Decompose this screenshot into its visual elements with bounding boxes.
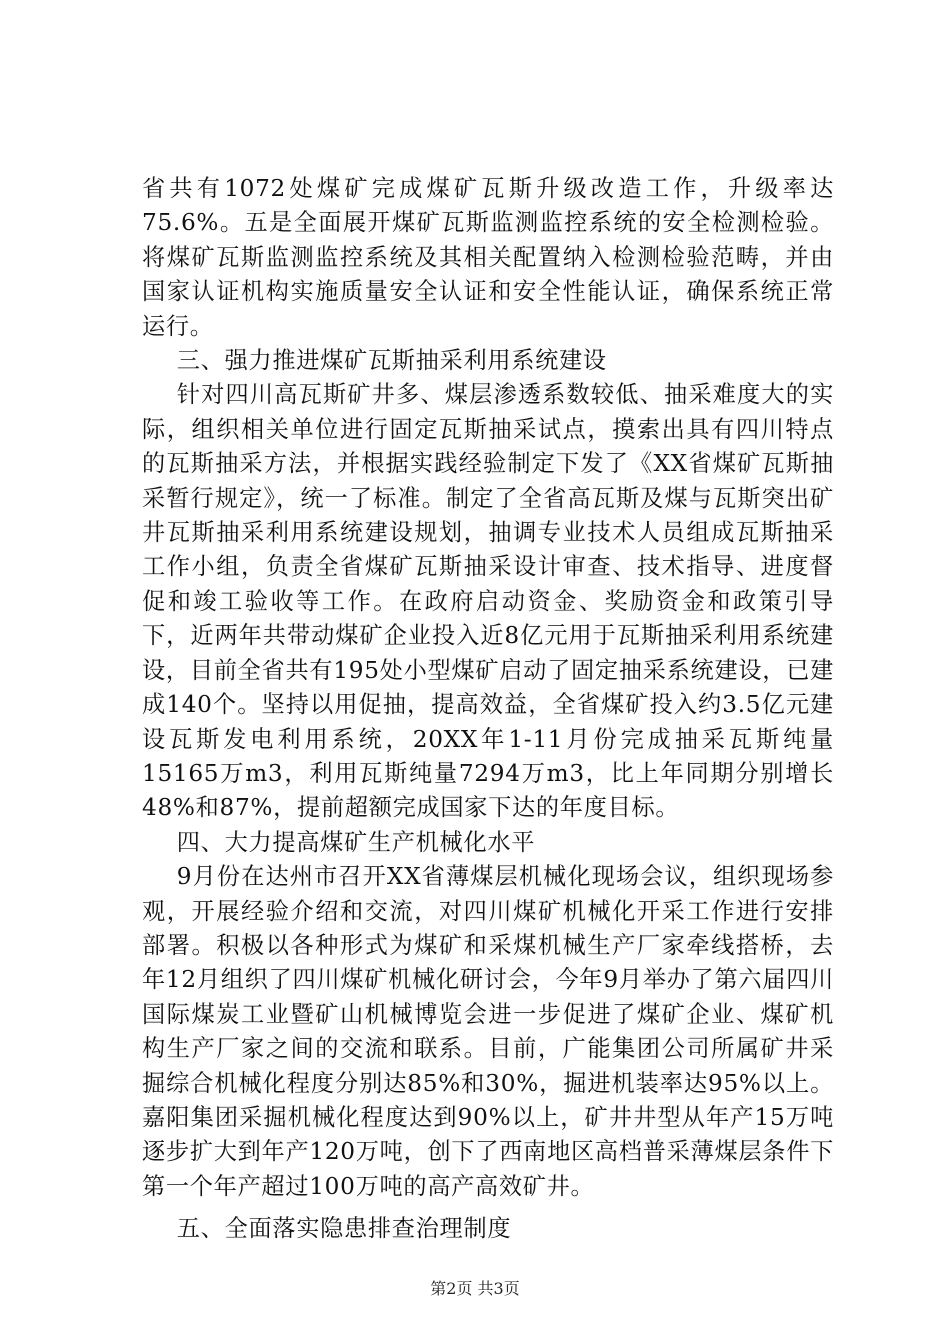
paragraph-continuation: 省共有1072处煤矿完成煤矿瓦斯升级改造工作，升级率达75.6%。五是全面展开煤矿瓦斯监测监控系统的安全检测检验。将煤矿瓦斯监测监控系统及其相关配置纳入检测检验范畴，并由国家认证机构实施质量安全认证和安全性能认证，确保系统正常运行。 xyxy=(142,175,834,340)
section-heading-5: 五、全面落实隐患排查治理制度 xyxy=(176,1215,512,1243)
document-body xyxy=(142,172,834,1247)
section-heading-4: 四、大力提高煤矿生产机械化水平 xyxy=(176,828,536,856)
paragraph-gas-extraction: 针对四川高瓦斯矿井多、煤层渗透系数较低、抽采难度大的实际，组织相关单位进行固定瓦斯抽采试点，摸索出具有四川特点的瓦斯抽采方法，并根据实践经验制定下发了《XX省煤矿瓦斯抽采暂行规定》，统一了标准。制定了全省高瓦斯及煤与瓦斯突出矿井瓦斯抽采利用系统建设规划，抽调专业技术人员组成瓦斯抽采工作小组，负责全省煤矿瓦斯抽采设计审查、技术指导、进度督促和竣工验收等工作。在政府启动资金、奖励资金和政策引导下，近两年共带动煤矿企业投入近8亿元用于瓦斯抽采利用系统建设，目前全省共有195处小型煤矿启动了固定抽采系统建设，已建成140个。坚持以用促抽，提高效益，全省煤矿投入约3.5亿元建设瓦斯发电利用系统，20XX年1-11月份完成抽采瓦斯纯量15165万m3，利用瓦斯纯量7294万m3，比上年同期分别增长48%和87%，提前超额完成国家下达的年度目标。 xyxy=(142,381,834,822)
section-heading-3: 三、强力推进煤矿瓦斯抽采利用系统建设 xyxy=(176,347,607,375)
page-footer: 第2页 共3页 xyxy=(430,1279,520,1298)
paragraph-mechanization: 9月份在达州市召开XX省薄煤层机械化现场会议，组织现场参观，开展经验介绍和交流，对四川煤矿机械化开采工作进行安排部署。积极以各种形式为煤矿和采煤机械生产厂家牵线搭桥，去年12月组织了四川煤矿机械化研讨会，今年9月举办了第六届四川国际煤炭工业暨矿山机械博览会进一步促进了煤矿企业、煤矿机构生产厂家之间的交流和联系。目前，广能集团公司所属矿井采掘综合机械化程度分别达85%和30%，掘进机装率达95%以上。嘉阳集团采掘机械化程度达到90%以上，矿井井型从年产15万吨逐步扩大到年产120万吨，创下了西南地区高档普采薄煤层条件下第一个年产超过100万吨的高产高效矿井。 xyxy=(142,863,834,1200)
